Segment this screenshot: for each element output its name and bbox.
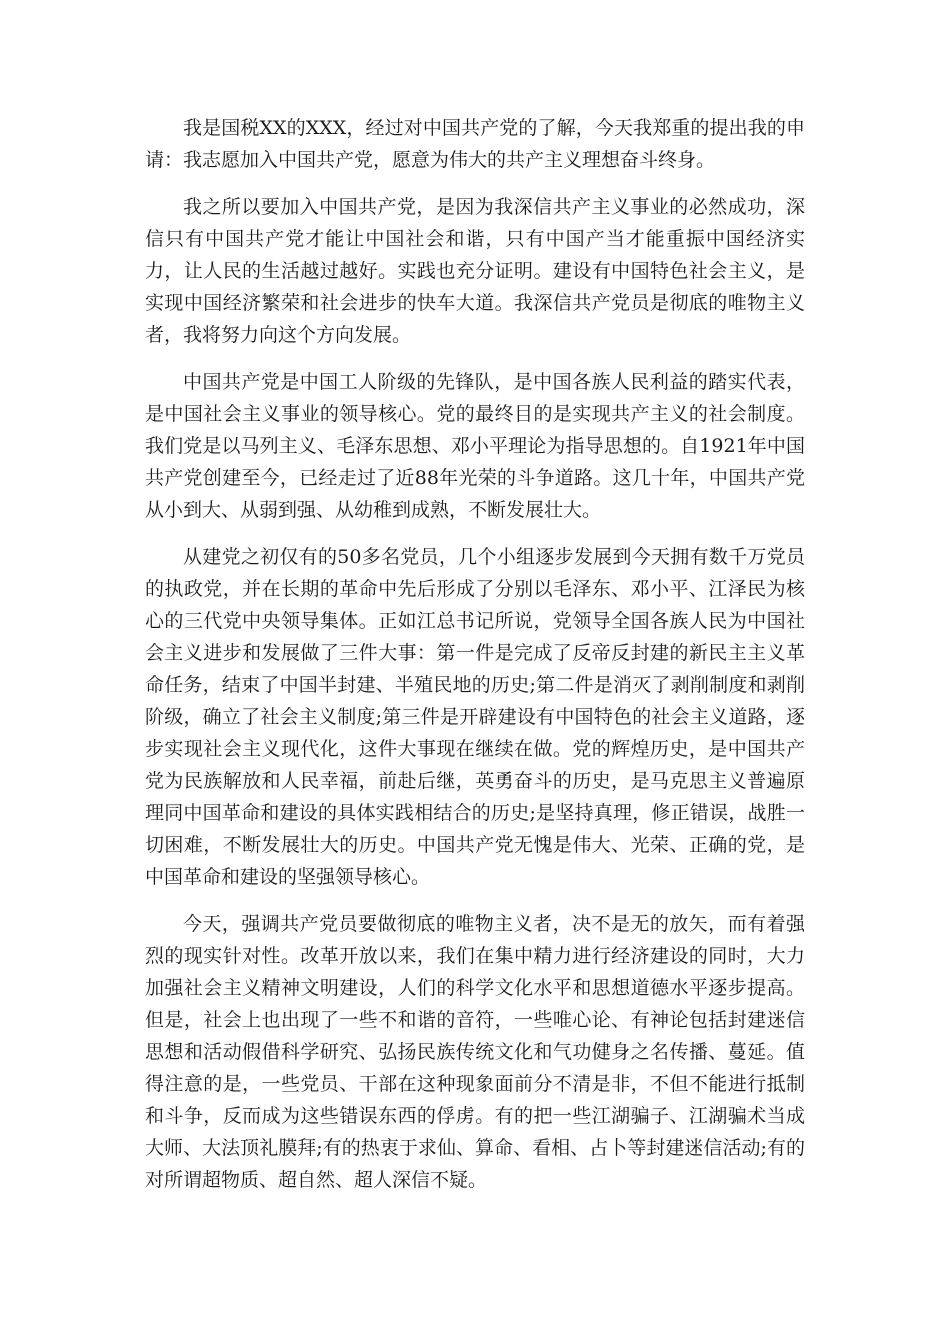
paragraph-party-nature: 中国共产党是中国工人阶级的先锋队，是中国各族人民利益的踏实代表，是中国社会主义事业的领导核心。党的最终目的是实现共产主义的社会制度。我们党是以马列主义、毛泽东思想、邓小平理论为指导思想的。自1921年中国共产党创建至今，已经走过了近88年光荣的斗争道路。这几十年，中国共产党从小到大、从弱到强、从幼稚到成熟，不断发展壮大。 — [145, 371, 805, 521]
paragraph-materialism: 今天，强调共产党员要做彻底的唯物主义者，决不是无的放矢，而有着强烈的现实针对性。改革开放以来，我们在集中精力进行经济建设的同时，大力加强社会主义精神文明建设，人们的科学文化水平和思想道德水平逐步提高。但是，社会上也出现了一些不和谐的音符，一些唯心论、有神论包括封建迷信思想和活动假借科学研究、弘扬民族传统文化和气功健身之名传播、蔓延。值得注意的是，一些党员、干部在这种现象面前分不清是非，不但不能进行抵制和斗争，反而成为这些错误东西的俘虏。有的把一些江湖骗子、江湖骗术当成大师、大法顶礼膜拜;有的热衷于求仙、算命、看相、占卜等封建迷信活动;有的对所谓超物质、超自然、超人深信不疑。 — [145, 913, 805, 1191]
paragraph-party-history: 从建党之初仅有的50多名党员，几个小组逐步发展到今天拥有数千万党员的执政党，并在长期的革命中先后形成了分别以毛泽东、邓小平、江泽民为核心的三代党中央领导集体。正如江总书记所说，党领导全国各族人民为中国社会主义进步和发展做了三件大事：第一件是完成了反帝反封建的新民主主义革命任务，结束了中国半封建、半殖民地的历史;第二件是消灭了剥削制度和剥削阶级，确立了社会主义制度;第三件是开辟建设有中国特色的社会主义道路，逐步实现社会主义现代化，这件大事现在继续在做。党的辉煌历史，是中国共产党为民族解放和人民幸福，前赴后继，英勇奋斗的历史，是马克思主义普遍原理同中国革命和建设的具体实践相结合的历史;是坚持真理，修正错误，战胜一切困难，不断发展壮大的历史。中国共产党无愧是伟大、光荣、正确的党，是中国革命和建设的坚强领导核心。 — [145, 546, 805, 888]
paragraph-reason: 我之所以要加入中国共产党，是因为我深信共产主义事业的必然成功，深信只有中国共产党才能让中国社会和谐，只有中国产当才能重振中国经济实力，让人民的生活越过越好。实践也充分证明。建设有中国特色社会主义，是实现中国经济繁荣和社会进步的快车大道。我深信共产党员是彻底的唯物主义者，我将努力向这个方向发展。 — [145, 196, 805, 346]
paragraph-application: 我是国税XX的XXX，经过对中国共产党的了解，今天我郑重的提出我的申请：我志愿加入中国共产党，愿意为伟大的共产主义理想奋斗终身。 — [145, 117, 805, 171]
document-body — [145, 112, 805, 1211]
